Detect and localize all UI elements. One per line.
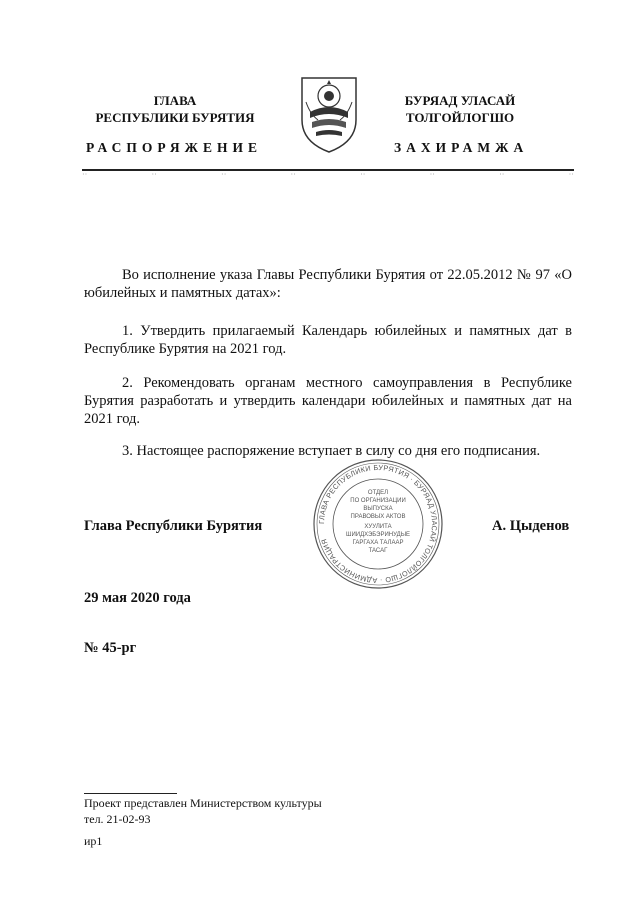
footer-line-2: тел. 21-02-93 <box>84 812 151 826</box>
doc-type-right: ЗАХИРАМЖА <box>394 140 529 155</box>
item-2-paragraph: 2. Рекомендовать органам местного самоуправления в Республике Бурятия разработать и утвердить календари юбилейных и памятных дат на 2021 год. <box>84 375 572 427</box>
stamp-line: ШИИДХЭБЭРИНУДЫЕ <box>345 532 411 538</box>
stamp-line: ТАСАГ <box>368 548 388 554</box>
footer-line-3: ир1 <box>84 834 103 848</box>
footer-divider <box>84 793 177 794</box>
item-3-paragraph: 3. Настоящее распоряжение вступает в силу со дня его подписания. <box>122 443 541 459</box>
stamp-line: ПРАВОВЫХ АКТОВ <box>350 514 406 520</box>
coat-of-arms-icon <box>298 72 360 154</box>
signatory-name: А. Цыденов <box>492 518 570 534</box>
stamp-line: ВЫПУСКА <box>363 506 393 512</box>
header-left-line2: РЕСПУБЛИКИ БУРЯТИЯ <box>95 110 255 125</box>
header-right-line1: БУРЯАД УЛАСАЙ <box>404 93 516 108</box>
official-stamp <box>312 458 444 590</box>
document-number: № 45-рг <box>84 640 137 656</box>
footer-line-1: Проект представлен Министерством культуры <box>84 796 322 810</box>
stamp-line: ГАРГАХА ТАЛААР <box>352 540 404 546</box>
stamp-line: ОТДЕЛ <box>367 490 389 496</box>
footer-note <box>84 795 322 849</box>
stamp-line: ХУУЛИТА <box>364 524 392 530</box>
signatory-title: Глава Республики Бурятия <box>84 518 263 534</box>
intro-paragraph: Во исполнение указа Главы Республики Бурятия от 22.05.2012 № 97 «О юбилейных и памятных датах»: <box>84 267 572 301</box>
header-left-line1: ГЛАВА <box>153 93 197 108</box>
stamp-ring-text: ГЛАВА РЕСПУБЛИКИ БУРЯТИЯ · БУРЯАД УЛАСАЙ ТОЛГОЙЛОГШО · АДМИНИСТРАЦИЯ <box>316 462 440 586</box>
header-right-line2: ТОЛГОЙЛОГШО <box>405 110 515 125</box>
document-date: 29 мая 2020 года <box>84 590 191 606</box>
header-left <box>80 92 270 126</box>
header-dots: ·· ·· ·· ·· ·· ·· ·· ·· <box>82 170 574 179</box>
doc-type-left: РАСПОРЯЖЕНИЕ <box>86 140 263 155</box>
item-1-paragraph: 1. Утвердить прилагаемый Календарь юбилейных и памятных дат в Республике Бурятия на 2021 год. <box>84 323 572 357</box>
header-right <box>365 92 555 126</box>
stamp-line: ПО ОРГАНИЗАЦИИ <box>350 498 406 504</box>
